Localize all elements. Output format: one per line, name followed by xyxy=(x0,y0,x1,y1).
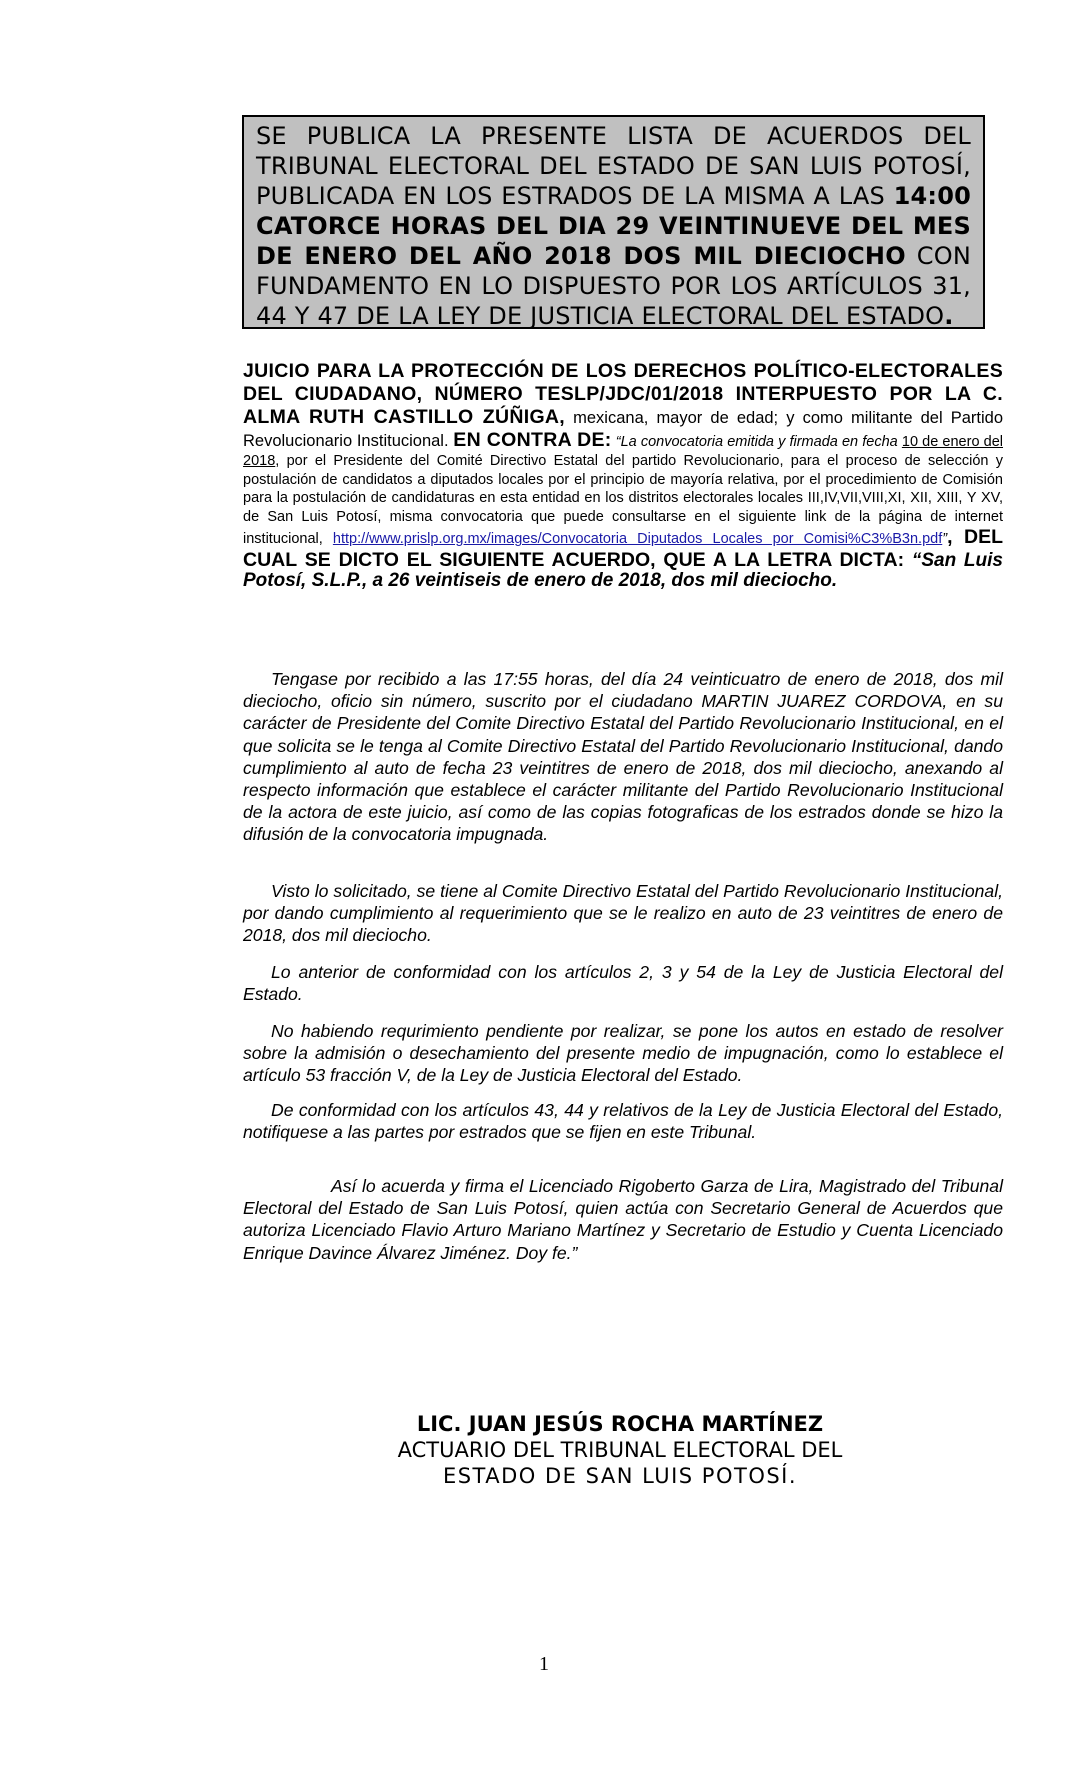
paragraph-seen: Visto lo solicitado, se tiene al Comite Directivo Estatal del Partido Revolucionario Institucional, por dando cumplimiento al requerimiento que se le realizo en auto de 23 veintitres de enero de 2018, dos mil dieciocho. xyxy=(243,881,1003,946)
quote-open: “La convocatoria emitida y firmada en fecha xyxy=(611,434,902,450)
notice-text-1: SE PUBLICA LA PRESENTE LISTA DE ACUERDOS DEL TRIBUNAL ELECTORAL DEL ESTADO DE SAN LUIS POTOSÍ, PUBLICADA EN LOS ESTRADOS DE LA MISMA A LAS xyxy=(256,122,971,210)
paragraph-resolve: No habiendo requrimiento pendiente por realizar, se pone los autos en estado de resolver sobre la admisión o desechamiento del presente medio de impugnación, como lo establece el artículo 53 fracción V, de la Ley de Justicia Electoral del Estado. xyxy=(243,1021,1003,1086)
notice-text-2: CON FUNDAMENTO EN LO DISPUESTO POR LOS ARTÍCULOS 31, 44 Y 47 DE LA LEY DE JUSTICIA ELECTORAL DEL ESTADO xyxy=(256,242,971,330)
paragraph-signature-clause: Así lo acuerda y firma el Licenciado Rigoberto Garza de Lira, Magistrado del Tribunal Electoral del Estado de San Luis Potosí, quien actúa con Secretario General de Acuerdos que autoriza Licenciado Flavio Arturo Mariano Martínez y Secretario de Estudio y Cuenta Licenciado Enrique Davince Álvarez Jiménez. Doy fe.” xyxy=(243,1176,1003,1263)
page-number: 1 xyxy=(539,1653,549,1675)
notice-date-bold: 14:00 CATORCE HORAS DEL DIA 29 VEINTINUEVE DEL MES DE ENERO DEL AÑO 2018 DOS MIL DIECIOCHO xyxy=(256,182,971,270)
plaintiff-details: mexicana, mayor de edad; y como militante del Partido Revolucionario Institucional. xyxy=(243,409,1003,450)
paragraph-received: Tengase por recibido a las 17:55 horas, del día 24 veinticuatro de enero de 2018, dos mil dieciocho, oficio sin número, suscrito por el ciudadano MARTIN JUAREZ CORDOVA, en su carácter de Presidente del Comite Directivo Estatal del Partido Revolucionario Institucional, en el que solicita se le tenga al Comite Directivo Estatal del Partido Revolucionario Institucional, dando cumplimiento al auto de fecha 23 veintitres de enero de 2018, dos mil dieciocho, anexando al respecto información que establece el carácter militante del Partido Revolucionario Institucional de la actora de este juicio, así como de las copias fotograficas de los estrados donde se hizo la difusión de la convocatoria impugnada. xyxy=(243,669,1003,845)
paragraph-notify: De conformidad con los artículos 43, 44 y relativos de la Ley de Justicia Electoral del Estado, notifiquese a las partes por estrados que se fijen en este Tribunal. xyxy=(243,1100,1003,1143)
signature-name: LIC. JUAN JESÚS ROCHA MARTÍNEZ xyxy=(416,1412,824,1436)
signature-role-line-1: ACTUARIO DEL TRIBUNAL ELECTORAL DEL xyxy=(397,1438,843,1462)
convocatoria-link[interactable]: http://www.prislp.org.mx/images/Convocatoria Diputados Locales por Comisi%C3%B3n.pdf xyxy=(332,531,943,548)
quote-body: , por el Presidente del Comité Directivo Estatal del partido Revolucionario, para el proceso de selección y postulación de candidatos a diputados locales por el principio de mayoría relativa, por el procedimiento de Comisión para la postulación de candidaturas en esta entidad en los distritos electorales locales III,IV,VII,VIII,XI, XII, XIII, Y XV, de San Luis Potosí, misma convocatoria que puede consultarse en el siguiente link de la página de internet institucional, xyxy=(243,453,1003,548)
case-header xyxy=(243,360,1003,591)
agreement-date: “San Luis Potosí, S.L.P., a 26 veintiseis de enero de 2018, dos mil dieciocho. xyxy=(243,550,1003,592)
case-heading: JUICIO PARA LA PROTECCIÓN DE LOS DERECHOS POLÍTICO-ELECTORALES DEL CIUDADANO, NÚMERO TESLP/JDC/01/2018 INTERPUESTO POR LA C. ALMA RUTH CASTILLO ZÚÑIGA, xyxy=(243,360,1003,428)
notice-period: . xyxy=(944,302,954,330)
paragraph-legal-basis: Lo anterior de conformidad con los artículos 2, 3 y 54 de la Ley de Justicia Electoral del Estado. xyxy=(243,962,1003,1005)
against-label: EN CONTRA DE: xyxy=(453,429,612,451)
quote-close: ” xyxy=(942,531,948,548)
quote-date: 10 de enero del 2018 xyxy=(243,434,1004,469)
agreement-intro: , DEL CUAL SE DICTO EL SIGUIENTE ACUERDO, QUE A LA LETRA DICTA: xyxy=(243,526,1003,572)
publication-notice-box xyxy=(242,115,985,329)
signature-role-line-2: ESTADO DE SAN LUIS POTOSÍ. xyxy=(442,1464,798,1488)
